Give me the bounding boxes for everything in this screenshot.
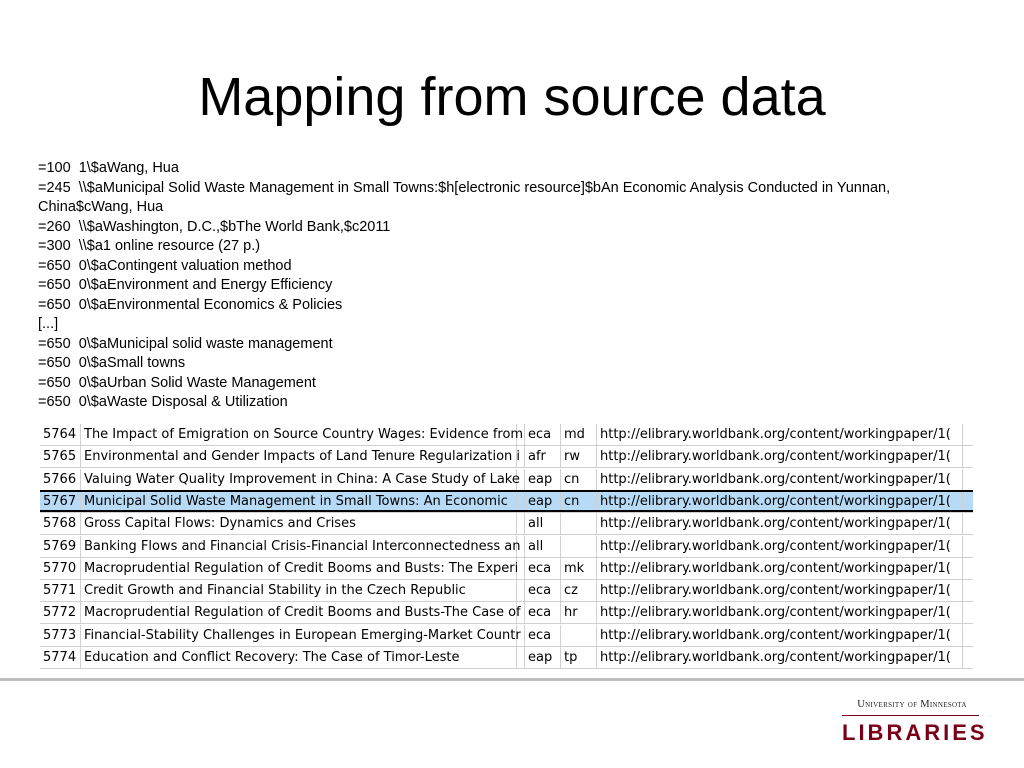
spacer-cell[interactable] xyxy=(963,424,973,446)
row-id-cell[interactable]: 5764 xyxy=(40,424,81,446)
table-row[interactable] xyxy=(40,647,973,669)
region-cell[interactable]: eap xyxy=(525,491,561,513)
country-cell[interactable]: mk xyxy=(561,558,597,580)
table-row[interactable] xyxy=(40,558,973,580)
region-cell[interactable]: all xyxy=(525,513,561,535)
table-row[interactable] xyxy=(40,536,973,558)
row-id-cell[interactable]: 5768 xyxy=(40,513,81,535)
table-row[interactable] xyxy=(40,580,973,602)
table-row[interactable] xyxy=(40,424,973,446)
row-id-cell[interactable]: 5771 xyxy=(40,580,81,602)
country-cell[interactable]: cn xyxy=(561,491,597,513)
spreadsheet xyxy=(40,424,973,665)
spacer-cell[interactable] xyxy=(517,513,525,535)
marc-line: =650 0\$aWaste Disposal & Utilization xyxy=(38,394,288,410)
title-cell[interactable]: Valuing Water Quality Improvement in China: A Case Study of Lake xyxy=(81,469,517,491)
marc-line: =300 \\$a1 online resource (27 p.) xyxy=(38,238,261,254)
logo-libraries-text: LIBRARIES xyxy=(842,720,988,745)
spacer-cell[interactable] xyxy=(963,580,973,602)
country-cell[interactable] xyxy=(561,625,597,647)
marc-line: =650 0\$aContingent valuation method xyxy=(38,257,292,274)
spacer-cell[interactable] xyxy=(963,558,973,580)
footer-divider xyxy=(0,678,1024,681)
title-cell[interactable]: Education and Conflict Recovery: The Case of Timor-Leste xyxy=(81,647,517,669)
spacer-cell[interactable] xyxy=(963,625,973,647)
region-cell[interactable]: eap xyxy=(525,469,561,491)
table-row[interactable] xyxy=(40,446,973,468)
url-cell[interactable]: http://elibrary.worldbank.org/content/workingpaper/1( xyxy=(597,625,963,647)
region-cell[interactable]: eca xyxy=(525,580,561,602)
slide-title: Mapping from source data xyxy=(198,67,826,127)
marc-line: =650 0\$aSmall towns xyxy=(38,355,186,371)
url-cell[interactable]: http://elibrary.worldbank.org/content/workingpaper/1( xyxy=(597,469,963,491)
country-cell[interactable]: cz xyxy=(561,580,597,602)
title-cell[interactable]: Banking Flows and Financial Crisis-Financial Interconnectedness an xyxy=(81,536,517,558)
logo-rule xyxy=(842,715,979,716)
marc-line: =650 0\$aMunicipal solid waste management xyxy=(38,335,333,352)
spacer-cell[interactable] xyxy=(517,558,525,580)
marc-line: =650 0\$aEnvironment and Energy Efficiency xyxy=(38,277,333,293)
spacer-cell[interactable] xyxy=(963,491,973,513)
row-id-cell[interactable]: 5774 xyxy=(40,647,81,669)
country-cell[interactable] xyxy=(561,513,597,535)
country-cell[interactable] xyxy=(561,536,597,558)
country-cell[interactable]: md xyxy=(561,424,597,446)
title-cell[interactable]: Financial-Stability Challenges in European Emerging-Market Countr xyxy=(81,625,517,647)
marc-line: =650 0\$aEnvironmental Economics & Policies xyxy=(38,296,343,313)
url-cell[interactable]: http://elibrary.worldbank.org/content/workingpaper/1( xyxy=(597,513,963,535)
spacer-cell[interactable] xyxy=(517,424,525,446)
spacer-cell[interactable] xyxy=(517,446,525,468)
spacer-cell[interactable] xyxy=(963,513,973,535)
spacer-cell[interactable] xyxy=(963,536,973,558)
url-cell[interactable]: http://elibrary.worldbank.org/content/workingpaper/1( xyxy=(597,558,963,580)
country-cell[interactable]: rw xyxy=(561,446,597,468)
url-cell[interactable]: http://elibrary.worldbank.org/content/workingpaper/1( xyxy=(597,580,963,602)
spacer-cell[interactable] xyxy=(517,469,525,491)
spacer-cell[interactable] xyxy=(963,446,973,468)
row-id-cell[interactable]: 5770 xyxy=(40,558,81,580)
marc-line: [...] xyxy=(38,316,59,332)
country-cell[interactable]: tp xyxy=(561,647,597,669)
title-cell[interactable]: Gross Capital Flows: Dynamics and Crises xyxy=(81,513,517,535)
row-id-cell[interactable]: 5766 xyxy=(40,469,81,491)
spacer-cell[interactable] xyxy=(517,536,525,558)
spacer-cell[interactable] xyxy=(517,625,525,647)
url-cell[interactable]: http://elibrary.worldbank.org/content/workingpaper/1( xyxy=(597,647,963,669)
spacer-cell[interactable] xyxy=(963,602,973,624)
url-cell[interactable]: http://elibrary.worldbank.org/content/workingpaper/1( xyxy=(597,424,963,446)
title-cell[interactable]: Credit Growth and Financial Stability in the Czech Republic xyxy=(81,580,517,602)
spacer-cell[interactable] xyxy=(517,602,525,624)
region-cell[interactable]: afr xyxy=(525,446,561,468)
marc-line: =100 1\$aWang, Hua xyxy=(38,160,179,176)
title-cell[interactable]: Macroprudential Regulation of Credit Booms and Busts-The Case of xyxy=(81,602,517,624)
row-id-cell[interactable]: 5767 xyxy=(40,491,81,513)
url-cell[interactable]: http://elibrary.worldbank.org/content/workingpaper/1( xyxy=(597,602,963,624)
spacer-cell[interactable] xyxy=(517,580,525,602)
region-cell[interactable]: eca xyxy=(525,625,561,647)
title-cell[interactable]: Macroprudential Regulation of Credit Booms and Busts: The Experi xyxy=(81,558,517,580)
spacer-cell[interactable] xyxy=(517,491,525,513)
region-cell[interactable]: eca xyxy=(525,424,561,446)
region-cell[interactable]: eca xyxy=(525,558,561,580)
region-cell[interactable]: all xyxy=(525,536,561,558)
url-cell[interactable]: http://elibrary.worldbank.org/content/workingpaper/1( xyxy=(597,536,963,558)
marc-line: =245 \\$aMunicipal Solid Waste Management in Small Towns:$h[electronic resource]$bAn Economic Analysis Conducted in Yunnan, China$cWang, Hua xyxy=(38,179,895,215)
table-row[interactable] xyxy=(40,469,973,491)
row-id-cell[interactable]: 5773 xyxy=(40,625,81,647)
region-cell[interactable]: eap xyxy=(525,647,561,669)
table-row[interactable] xyxy=(40,625,973,647)
url-cell[interactable]: http://elibrary.worldbank.org/content/workingpaper/1( xyxy=(597,446,963,468)
url-cell[interactable]: http://elibrary.worldbank.org/content/workingpaper/1( xyxy=(597,491,963,513)
spacer-cell[interactable] xyxy=(963,469,973,491)
title-cell[interactable]: The Impact of Emigration on Source Country Wages: Evidence from xyxy=(81,424,517,446)
country-cell[interactable]: hr xyxy=(561,602,597,624)
row-id-cell[interactable]: 5772 xyxy=(40,602,81,624)
logo-university-text: University of Minnesota xyxy=(857,699,967,710)
row-id-cell[interactable]: 5769 xyxy=(40,536,81,558)
row-id-cell[interactable]: 5765 xyxy=(40,446,81,468)
region-cell[interactable]: eca xyxy=(525,602,561,624)
table-row[interactable] xyxy=(40,513,973,535)
country-cell[interactable]: cn xyxy=(561,469,597,491)
table-row[interactable] xyxy=(40,602,973,624)
title-cell[interactable]: Environmental and Gender Impacts of Land Tenure Regularization i xyxy=(81,446,517,468)
marc-line: =260 \\$aWashington, D.C.,$bThe World Bank,$c2011 xyxy=(38,218,391,235)
spacer-cell[interactable] xyxy=(517,647,525,669)
table-row-selected[interactable] xyxy=(40,491,973,513)
spacer-cell[interactable] xyxy=(963,647,973,669)
title-cell[interactable]: Municipal Solid Waste Management in Small Towns: An Economic xyxy=(81,491,517,513)
marc-line: =650 0\$aUrban Solid Waste Management xyxy=(38,374,316,391)
marc-record xyxy=(38,159,988,413)
